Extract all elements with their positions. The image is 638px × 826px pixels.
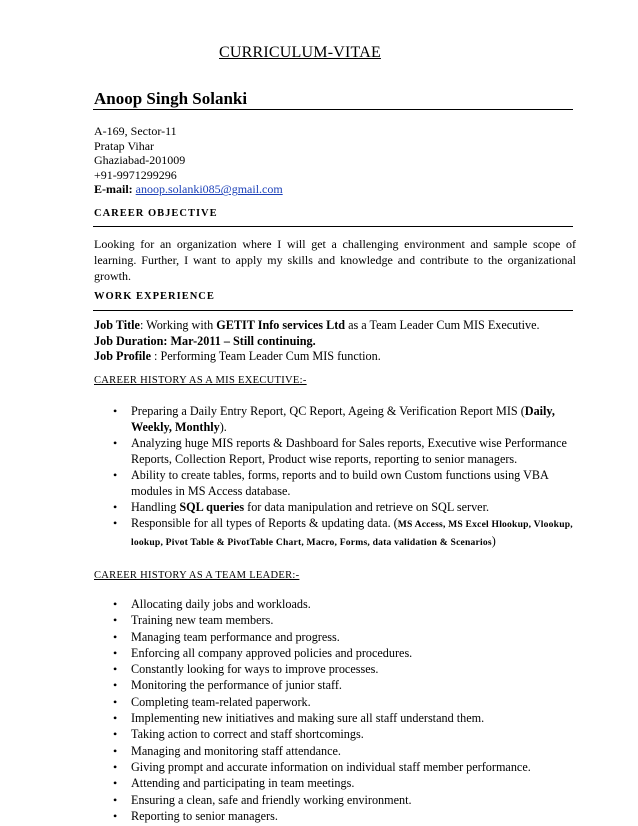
list-item — [0, 743, 581, 759]
item-text: Handling — [131, 500, 180, 514]
job-title-row — [94, 318, 540, 334]
contact-block — [94, 124, 283, 197]
team-leader-duties-list — [0, 596, 581, 824]
list-item — [0, 612, 581, 628]
item-text: Responsible for all types of Reports & updating data. ( — [131, 516, 398, 530]
bullet-icon: • — [113, 776, 118, 791]
address-line: A-169, Sector-11 — [94, 124, 177, 138]
job-duration-value: : Mar-2011 – Still continuing. — [163, 333, 316, 348]
career-objective-text: Looking for an organization where I will get a challenging environment and sample scope of learning. Further, I want to apply my skills and knowledge and contribute to the organizational growth. — [94, 237, 576, 283]
bullet-icon: • — [113, 645, 118, 660]
item-text: Taking action to correct and staff shortcomings. — [131, 727, 364, 742]
bullet-icon: • — [113, 808, 118, 823]
bullet-icon: • — [113, 662, 118, 677]
list-item — [0, 775, 581, 791]
list-item — [0, 726, 581, 742]
bullet-icon: • — [113, 678, 118, 693]
bullet-icon: • — [113, 694, 118, 709]
item-text: Training new team members. — [131, 613, 274, 628]
list-item — [0, 792, 581, 808]
item-bold: MS Access, MS Excel Hlookup, Vlookup, lookup, Pivot Table & PivotTable Chart, Macro, Forms, data validation & Scenarios — [131, 519, 573, 548]
job-profile-row — [94, 349, 540, 365]
bullet-icon: • — [113, 500, 118, 514]
job-title-pre: : Working with — [139, 318, 217, 332]
list-item — [0, 808, 581, 824]
mis-history-heading: CAREER HISTORY AS A MIS EXECUTIVE:- — [94, 375, 307, 386]
item-text: Completing team-related paperwork. — [131, 694, 311, 709]
job-details — [94, 318, 540, 365]
list-item — [0, 403, 581, 435]
address-line: Pratap Vihar — [94, 138, 155, 153]
email-link[interactable]: anoop.solanki085@gmail.com — [135, 182, 283, 197]
job-profile-value: : Performing Team Leader Cum MIS function. — [150, 349, 381, 363]
mis-duties-list — [0, 403, 581, 551]
work-experience-heading: WORK EXPERIENCE — [94, 291, 215, 302]
bullet-icon: • — [113, 629, 118, 644]
list-item — [0, 710, 581, 726]
bullet-icon: • — [113, 468, 118, 482]
item-text: Preparing a Daily Entry Report, QC Report, Ageing & Verification Report MIS ( — [131, 404, 525, 418]
item-text: Analyzing huge MIS reports & Dashboard for Sales reports, Executive wise Performance Reports, Collection Report, Product wise reports, reporting to senior managers. — [131, 436, 567, 466]
job-title-label: Job Title — [94, 318, 140, 332]
bullet-icon: • — [113, 516, 118, 530]
item-text: Attending and participating in team meetings. — [131, 776, 355, 791]
job-title-post: as a Team Leader Cum MIS Executive. — [345, 318, 540, 332]
list-item — [0, 435, 581, 467]
item-text: Constantly looking for ways to improve processes. — [131, 662, 379, 677]
list-item — [0, 515, 581, 551]
list-item — [0, 677, 581, 693]
list-item — [0, 467, 581, 499]
item-bold: Daily, Weekly, Monthly — [131, 404, 555, 434]
item-text: Ensuring a clean, safe and friendly working environment. — [131, 792, 412, 807]
career-objective-heading: CAREER OBJECTIVE — [94, 208, 218, 219]
job-duration-label: Job Duration — [94, 333, 164, 348]
item-end: ). — [219, 420, 227, 434]
item-text: Managing team performance and progress. — [131, 629, 340, 644]
bullet-icon: • — [113, 759, 118, 774]
bullet-icon: • — [113, 711, 118, 726]
bullet-icon: • — [113, 597, 118, 611]
bullet-icon: • — [113, 727, 118, 742]
item-text: Enforcing all company approved policies and procedures. — [131, 645, 413, 660]
bullet-icon: • — [113, 613, 118, 628]
list-item — [0, 759, 581, 775]
item-text: Giving prompt and accurate information on individual staff member performance. — [131, 759, 531, 774]
name-rule — [93, 109, 573, 110]
bullet-icon: • — [113, 743, 118, 758]
email-label: E-mail: — [94, 182, 133, 197]
bullet-icon: • — [113, 404, 118, 418]
address-line: Ghaziabad-201009 — [94, 153, 186, 168]
item-text: Managing and monitoring staff attendance. — [131, 743, 341, 758]
list-item — [0, 596, 581, 612]
list-item — [0, 629, 581, 645]
list-item — [0, 661, 581, 677]
team-leader-history-heading: CAREER HISTORY AS A TEAM LEADER:- — [94, 570, 300, 581]
company-name: GETIT Info services Ltd — [216, 318, 346, 332]
job-duration-row — [94, 334, 540, 350]
list-item — [0, 645, 581, 661]
document-title: CURRICULUM-VITAE — [219, 44, 381, 61]
item-end: for data manipulation and retrieve on SQL server. — [244, 500, 490, 514]
email-row — [94, 182, 283, 197]
work-rule — [93, 310, 573, 311]
item-text: Allocating daily jobs and workloads. — [131, 597, 311, 611]
item-text: Reporting to senior managers. — [131, 808, 278, 823]
bullet-icon: • — [113, 436, 118, 450]
phone-number: +91-9971299296 — [94, 167, 177, 182]
candidate-name: Anoop Singh Solanki — [94, 89, 248, 108]
list-item — [0, 499, 581, 515]
item-text: Monitoring the performance of junior staff. — [131, 678, 342, 693]
list-item — [0, 694, 581, 710]
bullet-icon: • — [113, 792, 118, 807]
item-text: Implementing new initiatives and making sure all staff understand them. — [131, 711, 485, 726]
objective-rule — [93, 226, 573, 227]
item-end: ) — [491, 534, 496, 548]
item-bold: SQL queries — [179, 500, 245, 514]
item-text: Ability to create tables, forms, reports and to build own Custom functions using VBA modules in MS Access database. — [131, 468, 549, 498]
job-profile-label: Job Profile — [94, 349, 151, 363]
